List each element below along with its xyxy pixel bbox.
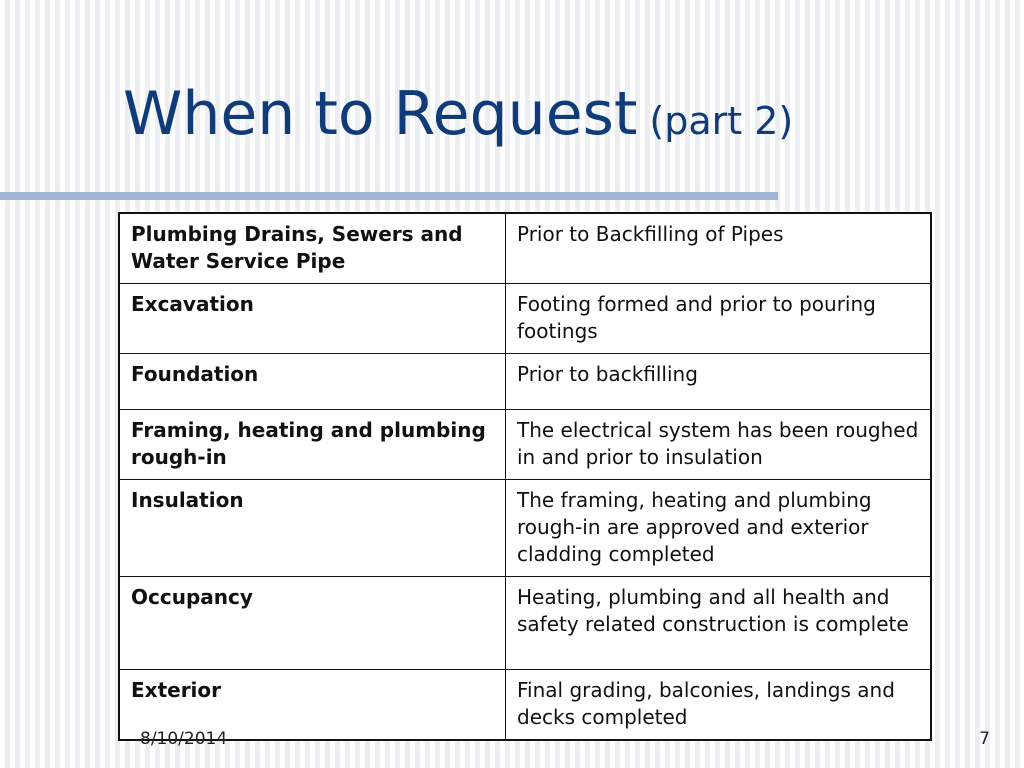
when-cell: The framing, heating and plumbing rough-in are approved and exterior cladding completed (506, 480, 932, 577)
table-row (119, 354, 931, 410)
footer-date: 8/10/2014 (140, 729, 228, 749)
title-divider (0, 192, 778, 200)
stage-cell: Foundation (119, 354, 506, 410)
when-cell: Prior to Backfilling of Pipes (506, 213, 932, 284)
table-row (119, 670, 931, 741)
when-cell: The electrical system has been roughed in and prior to insulation (506, 410, 932, 480)
stage-cell: Insulation (119, 480, 506, 577)
slide-title (123, 79, 794, 149)
inspection-table (118, 212, 932, 741)
when-cell: Footing formed and prior to pouring footings (506, 284, 932, 354)
when-cell: Final grading, balconies, landings and decks completed (506, 670, 932, 741)
stage-cell: Excavation (119, 284, 506, 354)
table-row (119, 213, 931, 284)
when-cell: Prior to backfilling (506, 354, 932, 410)
table-row (119, 480, 931, 577)
stage-cell: Framing, heating and plumbing rough-in (119, 410, 506, 480)
stage-cell: Exterior (119, 670, 506, 741)
table-row (119, 577, 931, 670)
page-number: 7 (979, 729, 990, 749)
table-row (119, 410, 931, 480)
table-row (119, 284, 931, 354)
stage-cell: Occupancy (119, 577, 506, 670)
stage-cell: Plumbing Drains, Sewers and Water Service Pipe (119, 213, 506, 284)
when-cell: Heating, plumbing and all health and safety related construction is complete (506, 577, 932, 670)
slide-title-suffix: (part 2) (649, 99, 794, 143)
slide-title-main: When to Request (123, 79, 638, 149)
